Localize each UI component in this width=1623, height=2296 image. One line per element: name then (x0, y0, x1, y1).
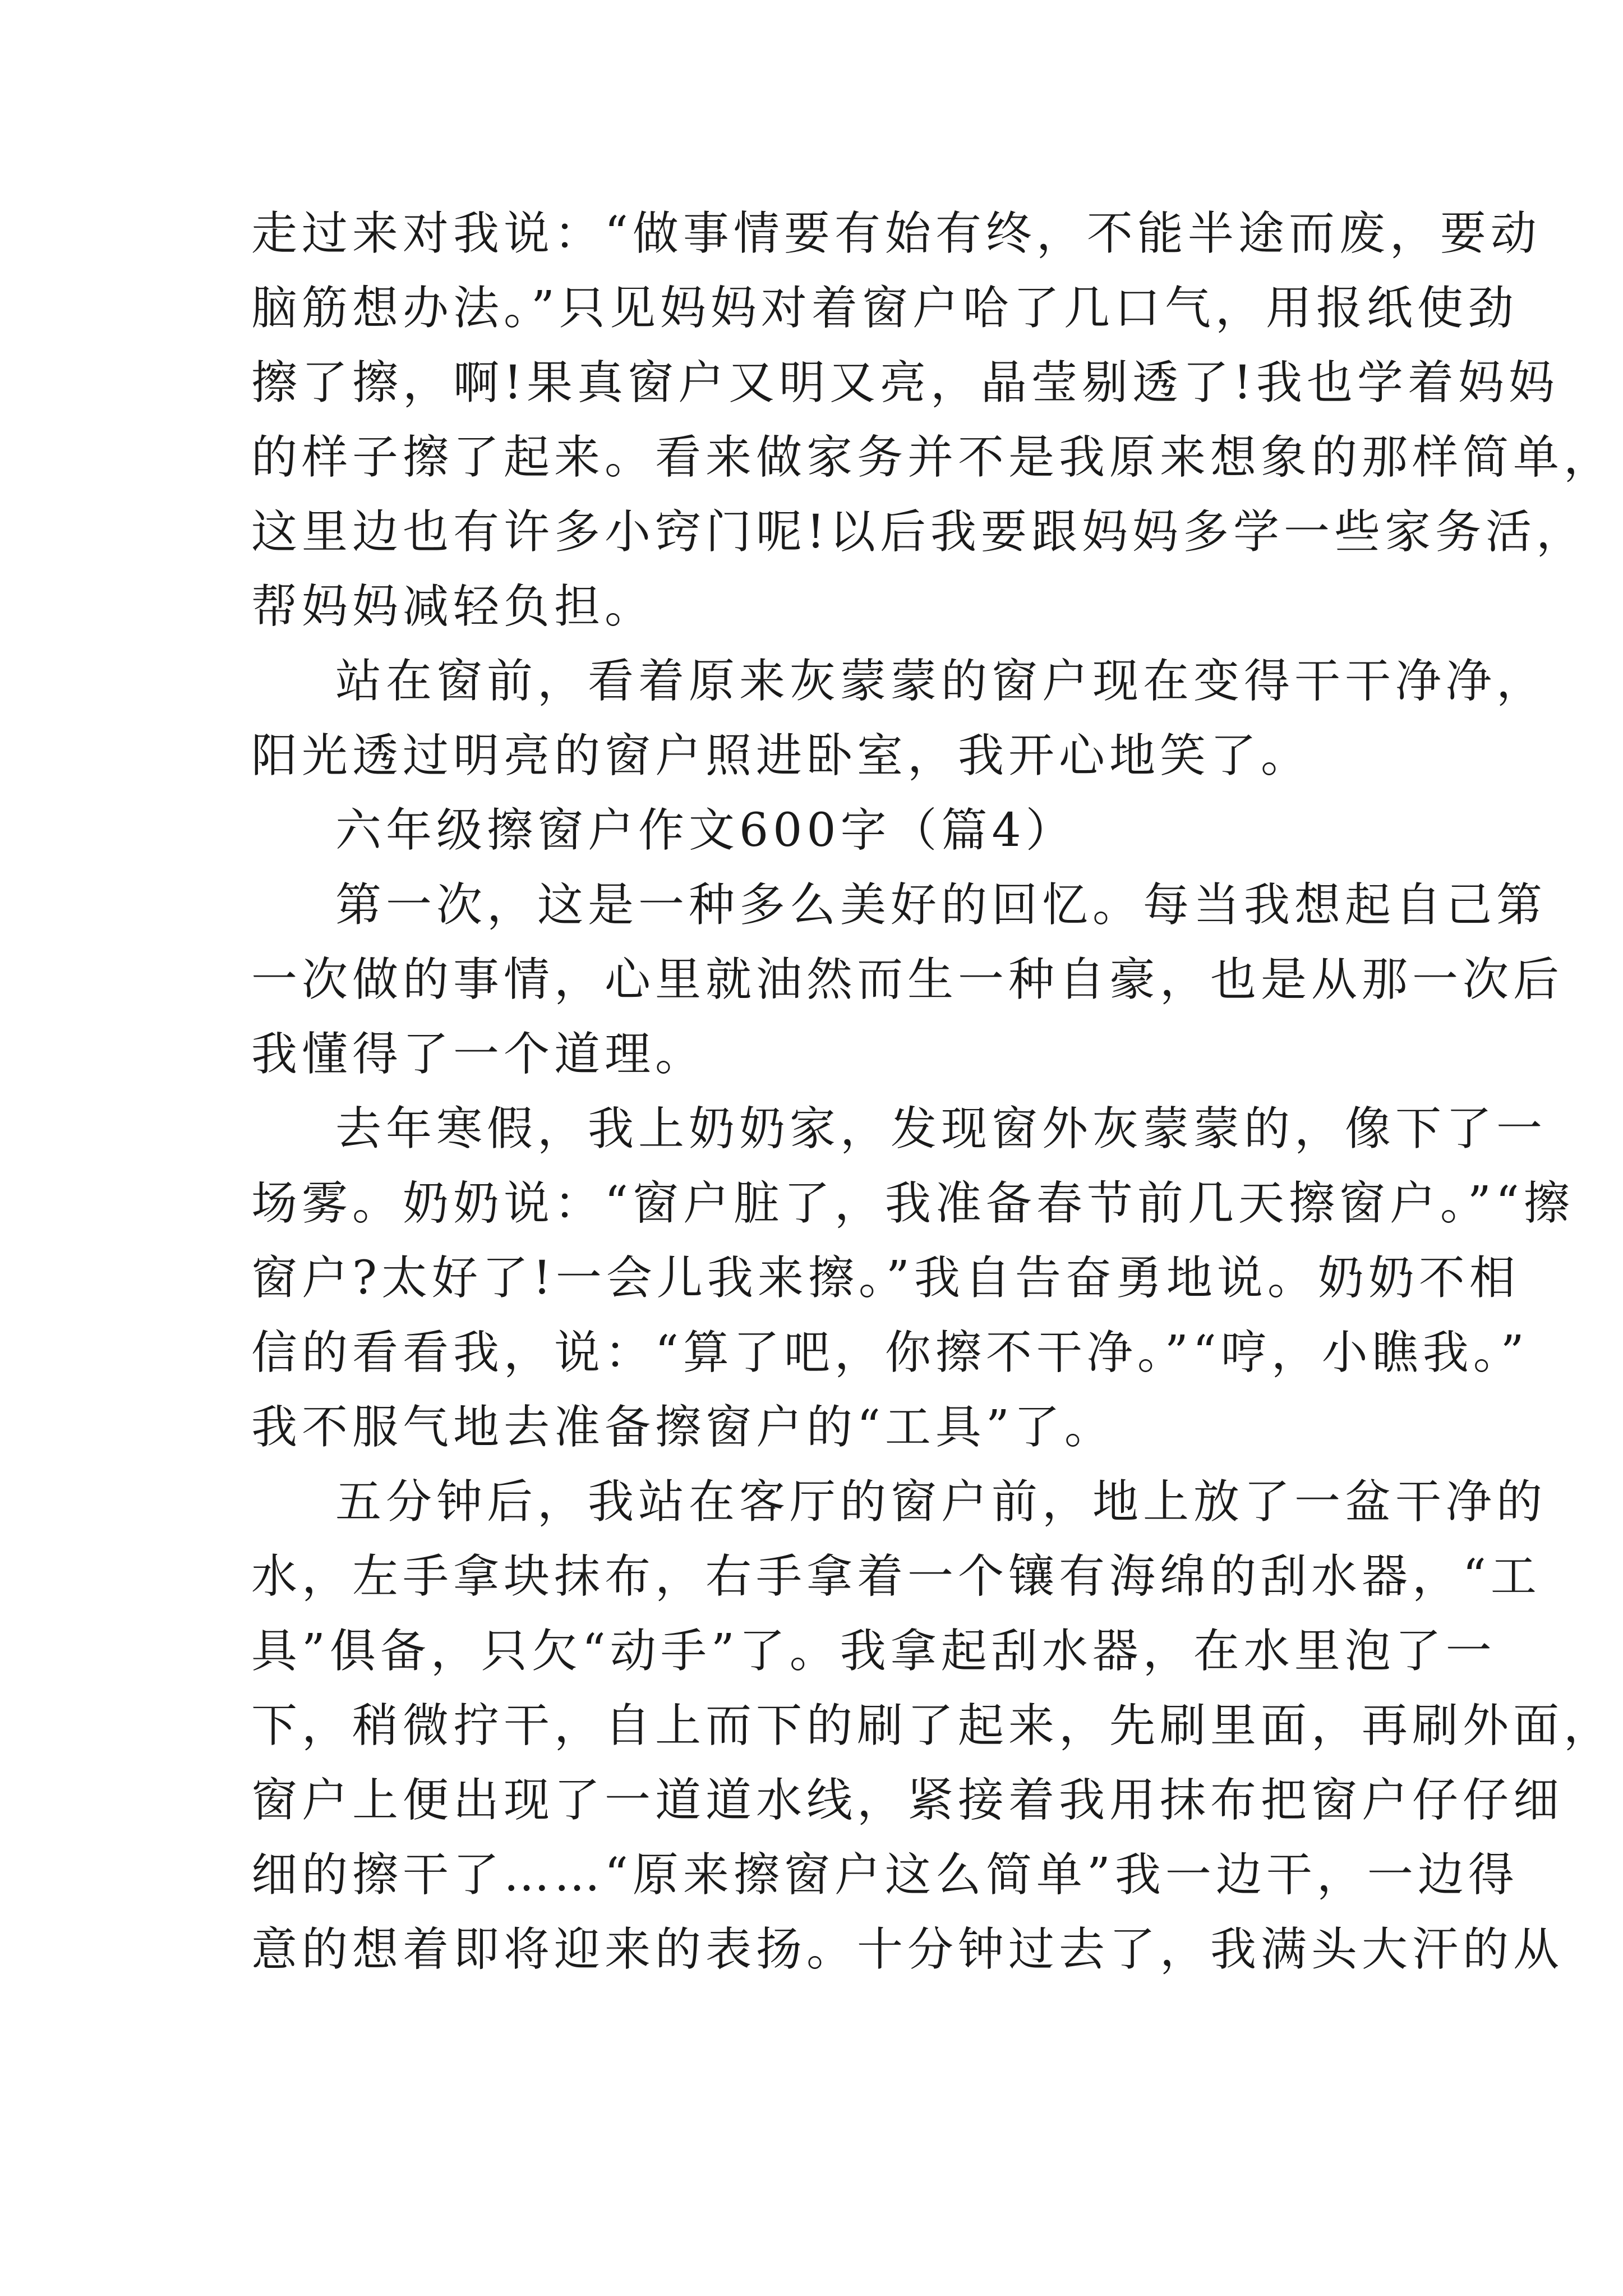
paragraph-start-line: 第一次，这是一种多么美好的回忆。每当我想起自己第 (335, 878, 1547, 932)
text-line: 走过来对我说：“做事情要有始有终，不能半途而废，要动 (251, 207, 1541, 260)
text-line: 细的擦干了……“原来擦窗户这么简单”我一边干，一边得 (251, 1848, 1519, 1902)
paragraph-start-line: 去年寒假，我上奶奶家，发现窗外灰蒙蒙的，像下了一 (335, 1102, 1547, 1156)
text-line: 场雾。奶奶说：“窗户脏了，我准备春节前几天擦窗户。”“擦 (251, 1177, 1574, 1230)
paragraph-start-line: 五分钟后，我站在客厅的窗户前，地上放了一盆干净的 (335, 1475, 1547, 1529)
text-line: 信的看看我，说：“算了吧，你擦不干净。”“哼，小瞧我。” (251, 1326, 1529, 1379)
text-line: 窗户上便出现了一道道水线，紧接着我用抹布把窗户仔仔细 (251, 1774, 1564, 1827)
text-line: 的样子擦了起来。看来做家务并不是我原来想象的那样简单， (251, 431, 1615, 484)
text-line: 擦了擦，啊!果真窗户又明又亮，晶莹剔透了!我也学着妈妈 (251, 356, 1559, 409)
text-line: 水，左手拿块抹布，右手拿着一个镶有海绵的刮水器，“工 (251, 1550, 1541, 1603)
text-line: 一次做的事情，心里就油然而生一种自豪，也是从那一次后 (251, 953, 1564, 1006)
essay-text (251, 196, 1615, 1987)
text-line: 我懂得了一个道理。 (251, 1028, 706, 1081)
text-line: 阳光透过明亮的窗户照进卧室，我开心地笑了。 (251, 729, 1312, 783)
text-line: 帮妈妈减轻负担。 (251, 580, 656, 633)
text-line: 这里边也有许多小窍门呢!以后我要跟妈妈多学一些家务活， (251, 505, 1587, 559)
section-heading: 六年级擦窗户作文600字（篇4） (335, 804, 1076, 857)
text-line: 下，稍微拧干，自上而下的刷了起来，先刷里面，再刷外面， (251, 1699, 1615, 1752)
text-line: 意的想着即将迎来的表扬。十分钟过去了，我满头大汗的从 (251, 1923, 1564, 1976)
text-line: 我不服气地去准备擦窗户的“工具”了。 (251, 1401, 1115, 1454)
paragraph-start-line: 站在窗前，看着原来灰蒙蒙的窗户现在变得干干净净， (335, 655, 1547, 708)
text-line: 窗户?太好了!一会儿我来擦。”我自告奋勇地说。奶奶不相 (251, 1251, 1520, 1305)
text-line: 具”俱备，只欠“动手”了。我拿起刮水器，在水里泡了一 (251, 1625, 1496, 1678)
text-line: 脑筋想办法。”只见妈妈对着窗户哈了几口气，用报纸使劲 (251, 282, 1518, 335)
